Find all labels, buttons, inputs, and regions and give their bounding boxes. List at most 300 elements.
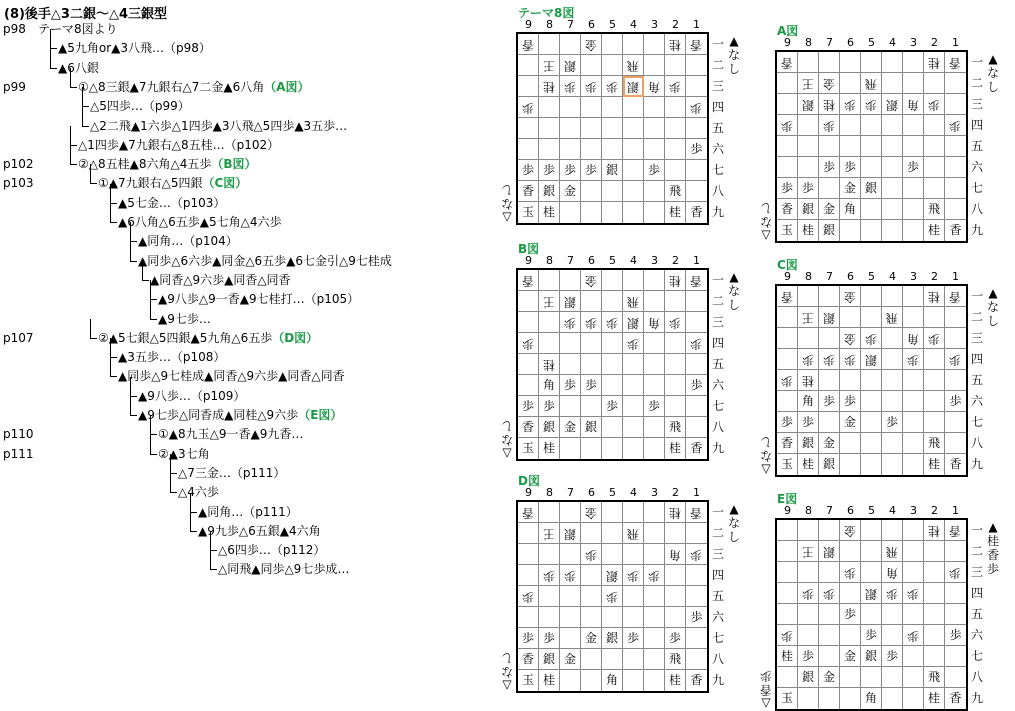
board-square — [623, 544, 644, 565]
board-square — [539, 118, 560, 139]
diagram-ref: （E図） — [298, 408, 343, 422]
board-square — [686, 76, 707, 97]
board-square — [665, 586, 686, 607]
board-square — [623, 565, 644, 586]
sente-piece: 香 — [690, 673, 703, 687]
board-square — [686, 97, 707, 118]
gote-piece: 歩 — [668, 316, 681, 330]
move-sequence: △4六歩 — [178, 485, 219, 499]
rank-number: 二 — [970, 544, 983, 558]
hand-glyph: な — [727, 516, 740, 530]
board-square — [644, 354, 665, 375]
board-square — [882, 115, 903, 136]
board-square — [539, 34, 560, 55]
board-square — [840, 286, 861, 307]
rank-number: 九 — [970, 691, 983, 705]
board-square — [539, 586, 560, 607]
rank-number: 八 — [970, 202, 983, 216]
board-square — [665, 354, 686, 375]
move-sequence: ▲9八歩△9一香▲9七桂打…（p105） — [158, 292, 360, 306]
gote-piece: 銀 — [822, 311, 835, 325]
board-square — [798, 604, 819, 625]
gote-piece: 歩 — [927, 98, 940, 112]
board-square — [644, 396, 665, 417]
board-square — [644, 586, 665, 607]
hand-glyph: な — [501, 197, 514, 211]
board-square — [840, 157, 861, 178]
branch-connector — [50, 29, 51, 48]
board-square — [602, 55, 623, 76]
board-square — [644, 76, 665, 97]
board-square — [924, 115, 945, 136]
gote-piece: 歩 — [690, 548, 703, 562]
board-square — [623, 586, 644, 607]
board-square — [644, 375, 665, 396]
rank-number: 五 — [970, 139, 983, 153]
board-square — [686, 312, 707, 333]
board-square — [819, 412, 840, 433]
board-square — [686, 160, 707, 181]
board-square — [623, 670, 644, 691]
gote-piece: 銀 — [563, 295, 576, 309]
board-square — [560, 523, 581, 544]
board-square — [924, 178, 945, 199]
board-square — [539, 291, 560, 312]
board-square — [903, 412, 924, 433]
rank-number: 五 — [711, 589, 724, 603]
board-square — [882, 412, 903, 433]
board-square — [882, 136, 903, 157]
sente-piece: 銀 — [542, 652, 555, 666]
gote-hand — [759, 435, 773, 477]
board-square — [560, 97, 581, 118]
board-square — [903, 625, 924, 646]
board-square — [777, 541, 798, 562]
board-square — [560, 160, 581, 181]
file-number: 7 — [567, 254, 574, 267]
board-square — [903, 667, 924, 688]
sente-piece: 歩 — [605, 399, 618, 413]
board-square — [945, 454, 966, 475]
board-square — [602, 375, 623, 396]
board-square — [924, 583, 945, 604]
file-number: 4 — [889, 270, 896, 283]
board-square — [882, 307, 903, 328]
rank-number: 三 — [711, 547, 724, 561]
sente-piece: 歩 — [668, 631, 681, 645]
board-square — [798, 349, 819, 370]
board-square — [623, 55, 644, 76]
board-square — [777, 349, 798, 370]
file-number: 1 — [693, 486, 700, 499]
board-square — [644, 607, 665, 628]
board-square — [581, 118, 602, 139]
rank-number: 九 — [711, 673, 724, 687]
board-square — [665, 670, 686, 691]
sente-piece: 桂 — [668, 205, 681, 219]
sente-piece: 歩 — [521, 631, 534, 645]
sente-piece: 歩 — [647, 399, 660, 413]
hand-glyph: し — [501, 419, 514, 433]
board-square — [840, 391, 861, 412]
branch-connector — [50, 48, 57, 49]
board-square — [518, 438, 539, 459]
move-sequence: ▲同香△9六歩▲同香△同香 — [150, 273, 291, 287]
hand-glyph: △ — [502, 211, 512, 225]
board-square — [623, 354, 644, 375]
board-square — [798, 328, 819, 349]
board-square — [581, 354, 602, 375]
move-sequence: テーマ8図より — [38, 22, 118, 36]
move-sequence: ▲6八銀 — [58, 61, 99, 75]
board-square — [903, 583, 924, 604]
sente-hand — [727, 34, 741, 76]
rank-number: 一 — [711, 505, 724, 519]
board-square — [539, 417, 560, 438]
board-square — [581, 523, 602, 544]
move-sequence: ①▲7九銀右△5四銀（C図） — [98, 176, 248, 190]
sente-piece: 玉 — [780, 691, 793, 705]
gote-piece: 金 — [843, 332, 856, 346]
board-square — [777, 286, 798, 307]
file-number: 8 — [805, 36, 812, 49]
board-square — [665, 396, 686, 417]
board-square — [539, 139, 560, 160]
gote-piece: 桂 — [927, 290, 940, 304]
gote-piece: 角 — [647, 316, 660, 330]
board-square — [798, 562, 819, 583]
board-square — [861, 94, 882, 115]
board-square — [861, 667, 882, 688]
gote-piece: 歩 — [563, 569, 576, 583]
board-square — [945, 73, 966, 94]
branch-connector — [70, 87, 77, 88]
board-square — [903, 604, 924, 625]
board-square — [882, 454, 903, 475]
rank-number: 二 — [970, 76, 983, 90]
board-square — [840, 688, 861, 709]
board-square — [560, 649, 581, 670]
branch-connector — [130, 242, 131, 261]
branch-connector — [150, 299, 157, 300]
board-square — [882, 391, 903, 412]
page-ref: p110 — [3, 427, 34, 441]
board-square — [861, 370, 882, 391]
branch-connector — [150, 434, 157, 435]
board-square — [560, 333, 581, 354]
board-square — [798, 199, 819, 220]
board-square — [665, 607, 686, 628]
sente-piece: 歩 — [690, 378, 703, 392]
hand-glyph: し — [760, 201, 773, 215]
file-number: 7 — [567, 486, 574, 499]
sente-piece: 玉 — [521, 441, 534, 455]
branch-connector — [150, 319, 157, 320]
board-square — [903, 562, 924, 583]
gote-piece: 角 — [906, 332, 919, 346]
board-square — [644, 118, 665, 139]
sente-hand — [986, 286, 1000, 328]
board-square — [819, 688, 840, 709]
board-square — [903, 286, 924, 307]
board-square — [840, 583, 861, 604]
board-square — [840, 667, 861, 688]
branch-connector — [150, 435, 151, 454]
board-square — [644, 649, 665, 670]
board-square — [903, 541, 924, 562]
board-square — [686, 502, 707, 523]
board-square — [602, 670, 623, 691]
sente-piece: 銀 — [605, 631, 618, 645]
board-square — [581, 139, 602, 160]
board-square — [602, 586, 623, 607]
rank-number: 五 — [970, 373, 983, 387]
gote-hand — [500, 419, 514, 461]
hand-glyph: し — [986, 80, 999, 94]
sente-piece: 銀 — [801, 670, 814, 684]
board-square — [861, 646, 882, 667]
board-square — [777, 52, 798, 73]
board-square — [861, 115, 882, 136]
board-square — [924, 286, 945, 307]
shogi-board — [775, 50, 968, 243]
rank-number: 五 — [711, 357, 724, 371]
board-square — [924, 136, 945, 157]
rank-number: 三 — [970, 97, 983, 111]
sente-hand — [727, 502, 741, 544]
branch-connector — [110, 203, 117, 204]
sente-piece: 玉 — [780, 223, 793, 237]
file-number: 4 — [630, 254, 637, 267]
diagram-label: D図 — [518, 474, 540, 488]
board-square — [518, 333, 539, 354]
rank-number: 七 — [970, 415, 983, 429]
board-square — [882, 520, 903, 541]
board-square — [665, 55, 686, 76]
board-square — [861, 583, 882, 604]
gote-piece: 香 — [949, 56, 962, 70]
sente-piece: 銀 — [584, 420, 597, 434]
sente-piece: 桂 — [668, 441, 681, 455]
board-square — [539, 76, 560, 97]
branch-connector — [110, 203, 111, 222]
board-square — [644, 139, 665, 160]
board-square — [903, 433, 924, 454]
gote-piece: 歩 — [521, 101, 534, 115]
gote-piece: 歩 — [584, 316, 597, 330]
sente-piece: 歩 — [822, 394, 835, 408]
board-square — [539, 502, 560, 523]
branch-connector — [82, 106, 89, 107]
board-square — [840, 94, 861, 115]
move-sequence: ▲3五歩…（p108） — [118, 350, 226, 364]
branch-connector — [82, 87, 83, 106]
sente-piece: 角 — [542, 378, 555, 392]
gote-piece: 歩 — [864, 98, 877, 112]
board-square — [819, 157, 840, 178]
gote-piece: 香 — [780, 290, 793, 304]
board-square — [945, 541, 966, 562]
sente-piece: 桂 — [542, 441, 555, 455]
board-square — [518, 670, 539, 691]
gote-piece: 香 — [690, 38, 703, 52]
board-square — [903, 391, 924, 412]
board-square — [581, 438, 602, 459]
board-square — [581, 670, 602, 691]
board-square — [819, 520, 840, 541]
move-sequence: ①△8三銀▲7九銀右△7二金▲6八角（A図） — [78, 80, 310, 94]
gote-piece: 桂 — [822, 98, 835, 112]
rank-number: 三 — [711, 79, 724, 93]
board-square — [539, 270, 560, 291]
board-square — [623, 118, 644, 139]
board-square — [560, 34, 581, 55]
rank-number: 八 — [970, 436, 983, 450]
board-square — [581, 586, 602, 607]
board-square — [644, 97, 665, 118]
hand-glyph: △ — [761, 463, 771, 477]
gote-piece: 歩 — [906, 353, 919, 367]
board-square — [861, 73, 882, 94]
board-square — [945, 328, 966, 349]
gote-piece: 角 — [885, 566, 898, 580]
rank-number: 八 — [711, 652, 724, 666]
file-number: 3 — [651, 486, 658, 499]
gote-piece: 銀 — [864, 587, 877, 601]
gote-piece: 歩 — [780, 374, 793, 388]
board-square — [798, 220, 819, 241]
file-number: 2 — [672, 254, 679, 267]
rank-number: 二 — [711, 294, 724, 308]
board-square — [840, 646, 861, 667]
board-square — [945, 52, 966, 73]
board-square — [686, 396, 707, 417]
board-square — [539, 354, 560, 375]
board-square — [924, 52, 945, 73]
sente-piece: 歩 — [690, 610, 703, 624]
move-sequence: ▲9七歩△同香成▲同桂△9六歩（E図） — [138, 408, 343, 422]
board-square — [686, 375, 707, 396]
gote-piece: 香 — [780, 56, 793, 70]
sente-piece: 金 — [843, 415, 856, 429]
board-square — [903, 136, 924, 157]
shogi-board — [516, 500, 709, 693]
board-square — [840, 349, 861, 370]
file-number: 2 — [931, 270, 938, 283]
gote-piece: 歩 — [780, 629, 793, 643]
move-sequence: ②▲5七銀△5四銀▲5九角△6五歩（D図） — [98, 331, 319, 345]
gote-piece: 歩 — [605, 590, 618, 604]
board-square — [686, 523, 707, 544]
board-square — [777, 646, 798, 667]
board-square — [518, 375, 539, 396]
board-square — [602, 333, 623, 354]
board-square — [623, 291, 644, 312]
rank-number: 九 — [970, 457, 983, 471]
board-square — [518, 291, 539, 312]
file-number: 7 — [826, 36, 833, 49]
board-square — [882, 73, 903, 94]
board-square — [819, 541, 840, 562]
rank-number: 四 — [711, 336, 724, 350]
move-sequence: ▲6八角△6五歩▲5七角△4六歩 — [118, 215, 282, 229]
board-square — [798, 370, 819, 391]
board-square — [861, 157, 882, 178]
board-square — [840, 520, 861, 541]
board-square — [686, 55, 707, 76]
board-square — [903, 646, 924, 667]
board-square — [777, 688, 798, 709]
board-square — [665, 34, 686, 55]
board-square — [686, 565, 707, 586]
board-square — [819, 136, 840, 157]
board-square — [945, 94, 966, 115]
gote-piece: 王 — [801, 311, 814, 325]
rank-number: 六 — [711, 142, 724, 156]
sente-piece: 歩 — [843, 607, 856, 621]
sente-piece: 桂 — [927, 691, 940, 705]
sente-piece: 桂 — [927, 223, 940, 237]
gote-piece: 歩 — [801, 353, 814, 367]
branch-connector — [142, 261, 143, 280]
sente-piece: 香 — [780, 202, 793, 216]
board-square — [581, 76, 602, 97]
board-square — [518, 523, 539, 544]
file-number: 5 — [868, 270, 875, 283]
board-square — [644, 544, 665, 565]
board-square — [819, 625, 840, 646]
board-square — [882, 370, 903, 391]
board-square — [819, 562, 840, 583]
board-square — [602, 97, 623, 118]
branch-connector — [70, 68, 71, 87]
gote-piece: 飛 — [626, 59, 639, 73]
hand-glyph: 香 — [760, 683, 773, 697]
board-square — [861, 412, 882, 433]
gote-piece: 歩 — [563, 80, 576, 94]
board-square — [903, 94, 924, 115]
rank-number: 六 — [711, 378, 724, 392]
board-square — [665, 375, 686, 396]
move-sequence: ▲5九角or▲3八飛…（p98） — [58, 41, 211, 55]
branch-connector — [170, 492, 177, 493]
board-square — [602, 270, 623, 291]
branch-connector — [210, 550, 217, 551]
board-square — [644, 270, 665, 291]
board-square — [560, 181, 581, 202]
board-square — [882, 199, 903, 220]
gote-piece: 銀 — [563, 527, 576, 541]
hand-glyph: ▲ — [988, 520, 998, 534]
gote-piece: 銀 — [822, 545, 835, 559]
board-square — [602, 417, 623, 438]
sente-piece: 桂 — [801, 223, 814, 237]
board-square — [602, 438, 623, 459]
gote-piece: 香 — [949, 290, 962, 304]
sente-piece: 香 — [949, 691, 962, 705]
shogi-board — [516, 268, 709, 461]
hand-glyph: 歩 — [986, 562, 999, 576]
board-square — [665, 502, 686, 523]
board-square — [560, 670, 581, 691]
hand-glyph: な — [986, 66, 999, 80]
branch-connector — [90, 319, 91, 338]
rank-number: 六 — [970, 628, 983, 642]
board-square — [903, 178, 924, 199]
sente-piece: 角 — [843, 202, 856, 216]
file-number: 4 — [889, 36, 896, 49]
board-square — [581, 291, 602, 312]
